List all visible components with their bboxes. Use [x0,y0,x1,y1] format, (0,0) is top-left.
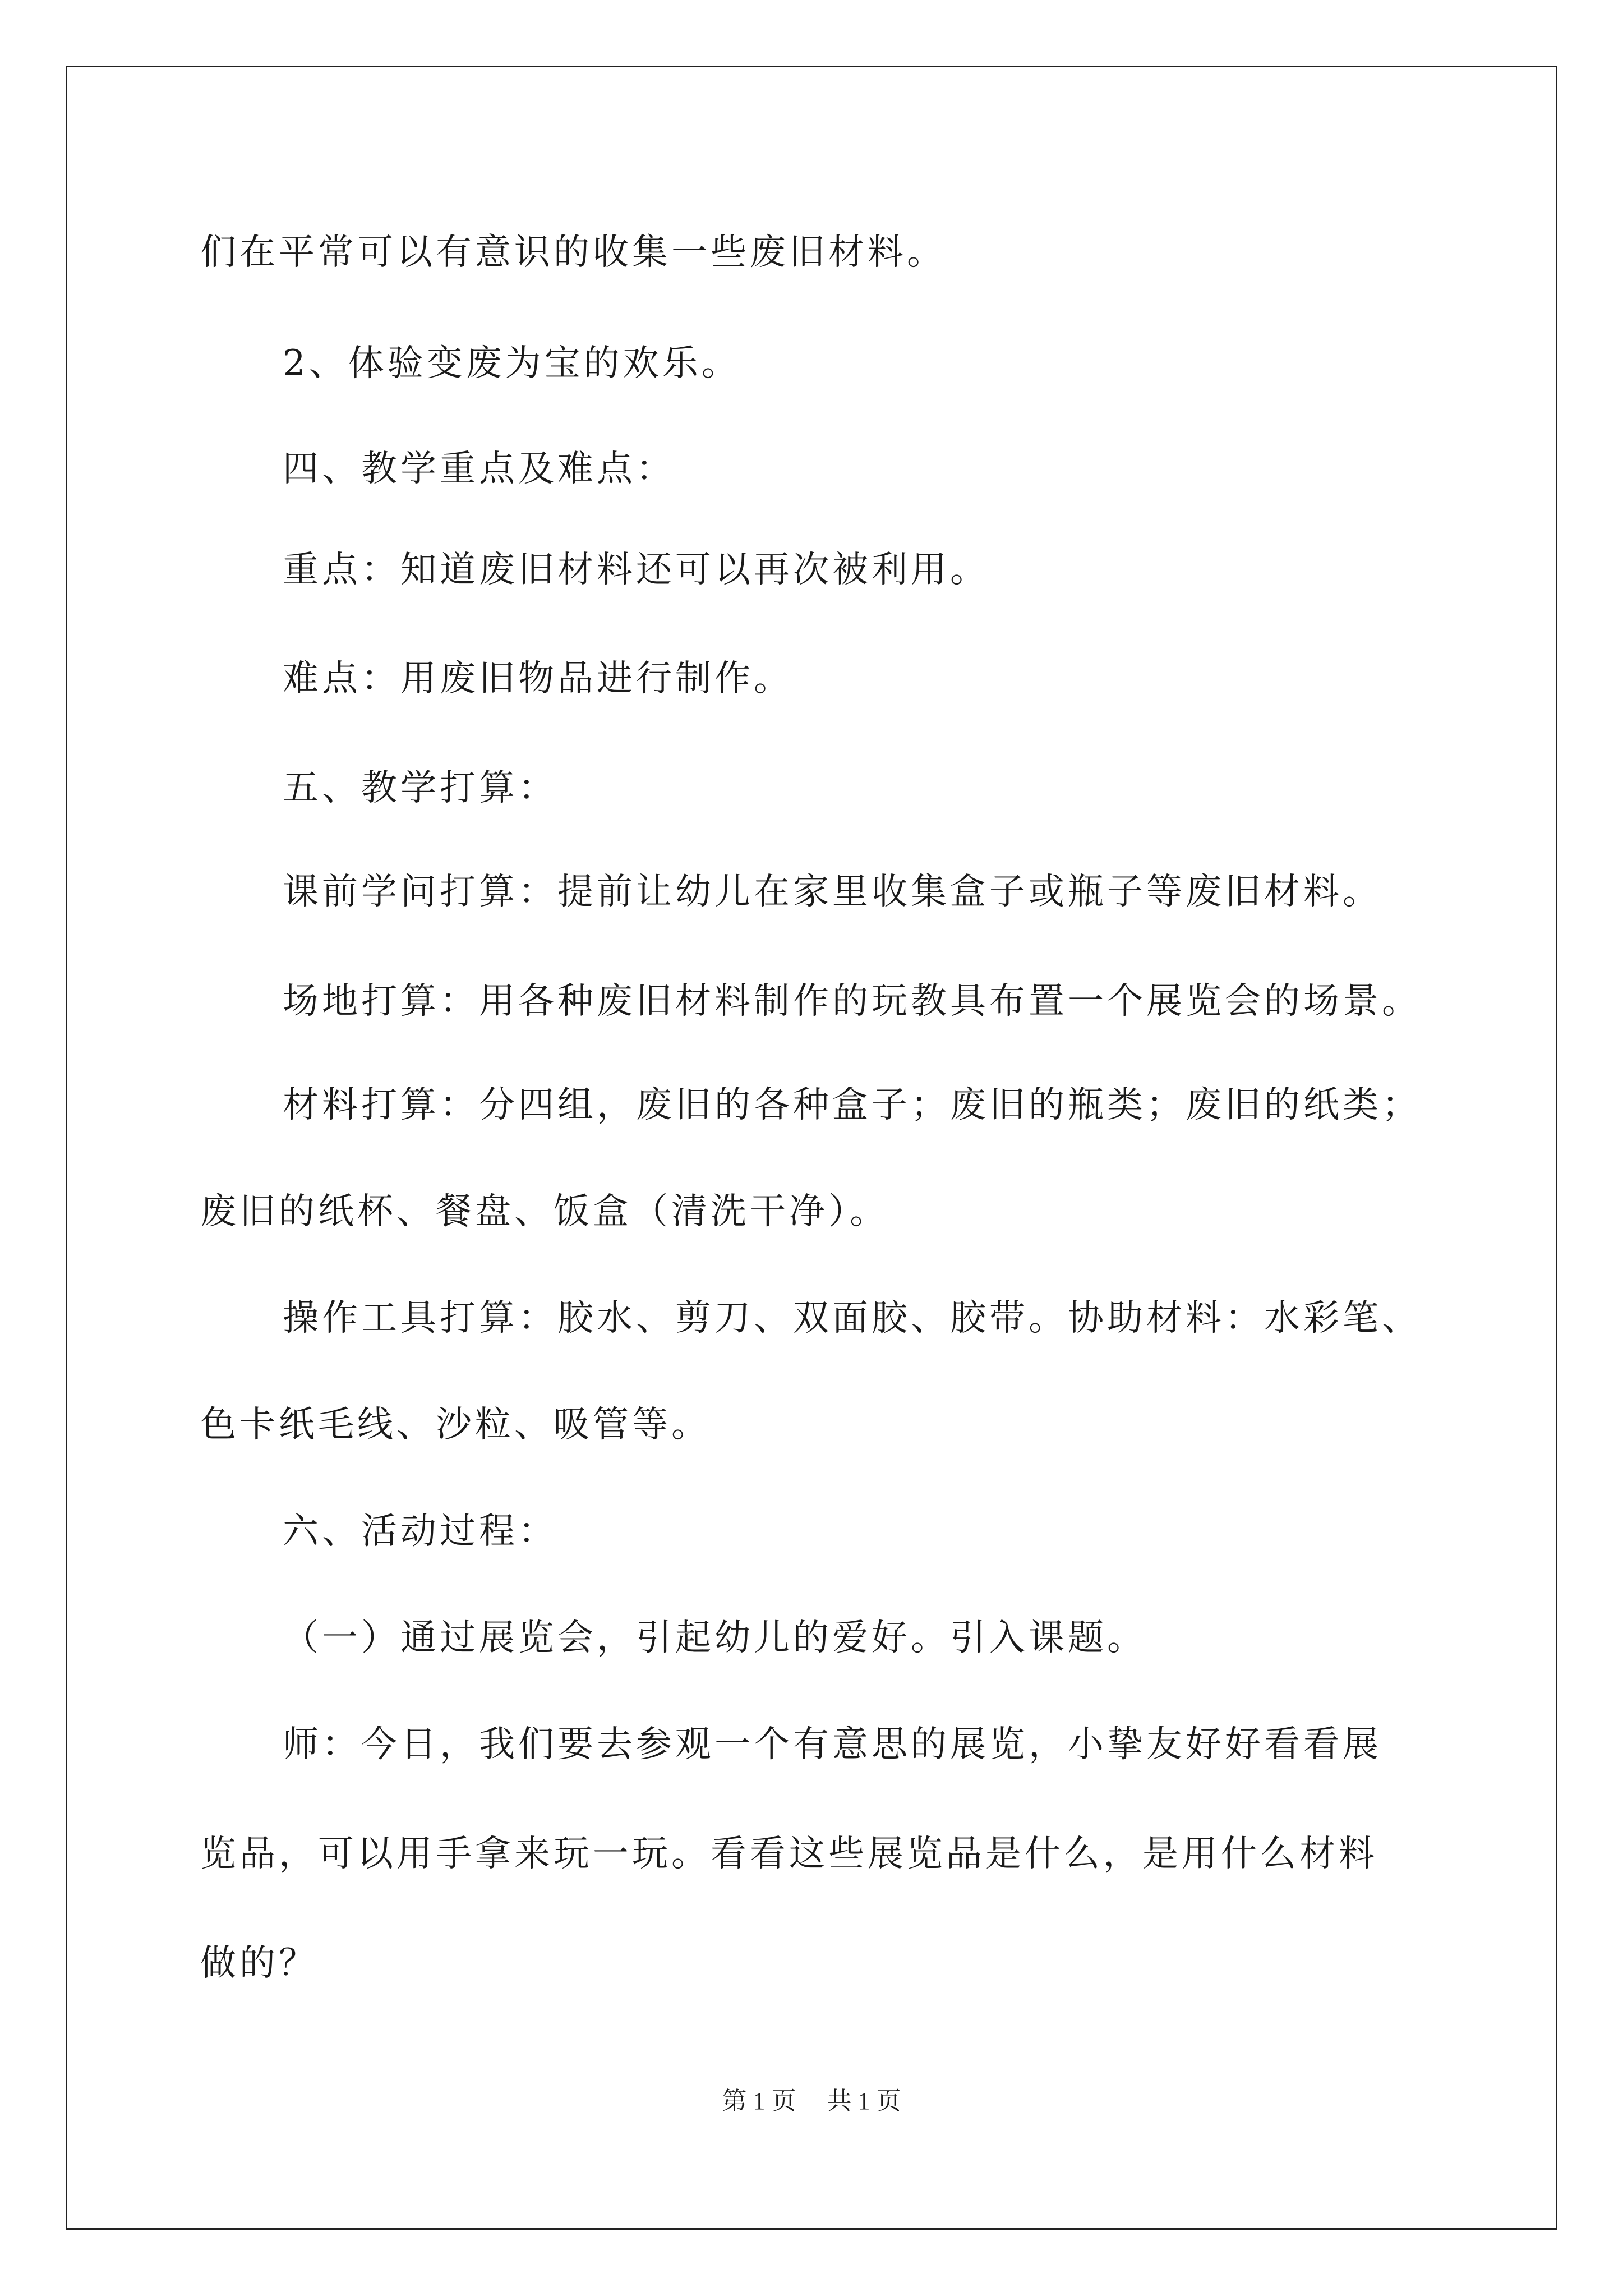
section-heading: 六、活动过程： [283,1511,557,1552]
paragraph-line: 色卡纸毛线、沙粒、吸管等。 [200,1404,711,1446]
paragraph-line: 场地打算：用各种废旧材料制作的玩教具布置一个展览会的场景。 [283,981,1421,1022]
section-heading: 四、教学重点及难点： [283,448,675,490]
paragraph-line: 们在平常可以有意识的收集一些废旧材料。 [200,232,946,273]
page-number-footer: 第 1 页 共 1 页 [722,2087,901,2115]
paragraph-line: 览品，可以用手拿来玩一玩。看看这些展览品是什么，是用什么材料 [200,1833,1378,1875]
paragraph-line: 操作工具打算：胶水、剪刀、双面胶、胶带。协助材料：水彩笔、 [283,1297,1421,1339]
paragraph-line: 课前学问打算：提前让幼儿在家里收集盒子或瓶子等废旧材料。 [283,871,1382,913]
page-border [66,66,1557,2230]
paragraph-line: 做的？ [200,1943,318,1984]
paragraph-line: 师：今日，我们要去参观一个有意思的展览，小挚友好好看看展 [283,1724,1382,1765]
paragraph-line: 材料打算：分四组，废旧的各种盒子；废旧的瓶类；废旧的纸类； [283,1084,1421,1126]
section-heading: 五、教学打算： [283,767,557,809]
paragraph-line: 2、体验变废为宝的欢乐。 [283,343,741,384]
paragraph-line: （一）通过展览会，引起幼儿的爱好。引入课题。 [283,1617,1146,1659]
paragraph-line: 废旧的纸杯、餐盘、饭盒（清洗干净）。 [200,1191,889,1232]
paragraph-line: 难点：用废旧物品进行制作。 [283,658,793,700]
paragraph-line: 重点：知道废旧材料还可以再次被利用。 [283,549,989,591]
